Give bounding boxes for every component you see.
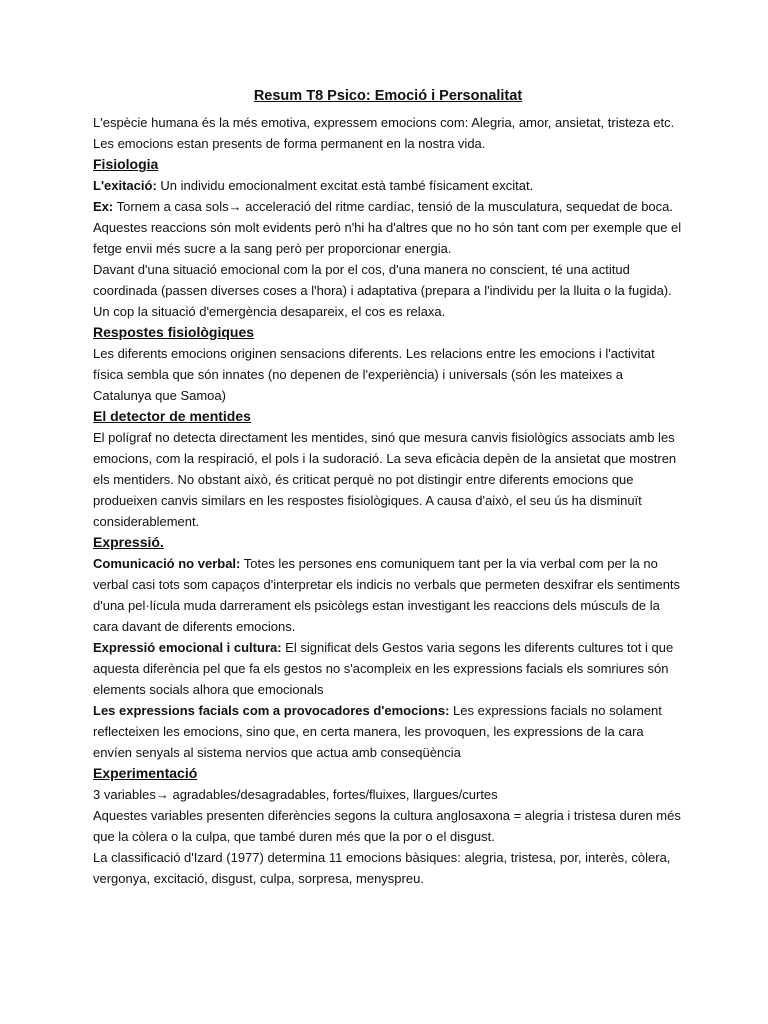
- example-label: Ex:: [93, 199, 114, 214]
- cultura-text: El significat dels Gestos varia segons les diferents cultures tot i que aquesta diferència pel que fa els gestos no s'acompleix en les expressions facials els somriures són elements socials alhora que emocionals: [93, 640, 674, 697]
- cultura-label: Expressió emocional i cultura:: [93, 640, 282, 655]
- paragraph-example: [93, 196, 683, 259]
- paragraph-respostes: Les diferents emocions originen sensacions diferents. Les relacions entre les emocions i l'activitat física sembla que són innates (no depenen de l'experiència) i universals (són les mateixes a Catalunya que Samoa): [93, 346, 655, 403]
- paragraph-detector: El polígraf no detecta directament les mentides, sinó que mesura canvis fisiològics associats amb les emocions, com la respiració, el pols i la sudoració. La seva eficàcia depèn de la ansietat que mostren els mentiders. No obstant això, és criticat perquè no pot distingir entre diferents emocions que produeixen canvis similars en les respostes fisiològiques. A causa d'això, el seu ús ha disminuït considerablement.: [93, 430, 677, 529]
- paragraph-comunicacio: [93, 553, 683, 637]
- example-text: Tornem a casa sols→ acceleració del ritme cardíac, tensió de la musculatura, sequedat de boca. Aquestes reaccions són molt evidents però n'hi ha d'altres que no ho són tant com per exemple que el fetge envii més sucre a la sang però per proporcionar energia.: [93, 199, 682, 256]
- intro-line-2: Les emocions estan presents de forma permanent en la nostra vida.: [93, 136, 486, 151]
- paragraph-cultura: [93, 637, 683, 700]
- intro-line-1: L'espècie humana és la més emotiva, expressem emocions com: Alegria, amor, ansietat, tristeza etc.: [93, 115, 675, 130]
- heading-detector: El detector de mentides: [93, 408, 251, 424]
- paragraph-provocadores: [93, 700, 683, 763]
- provocadores-label: Les expressions facials com a provocadores d'emocions:: [93, 703, 450, 718]
- comunicacio-text: Totes les persones ens comuniquem tant per la via verbal com per la no verbal casi tots som capaços d'interpretar els indicis no verbals que permeten desxifrar els sentiments d'una pel·lícula muda darrerament els psicòlegs estan investigant les reaccions dels músculs de la cara davant de diferents emocions.: [93, 556, 681, 634]
- comunicacio-label: Comunicació no verbal:: [93, 556, 241, 571]
- excitacio-text: Un individu emocionalment excitat està també físicament excitat.: [156, 178, 534, 193]
- paragraph-por: Davant d'una situació emocional com la por el cos, d'una manera no conscient, té una actitud coordinada (passen diverses coses a l'hora) i adaptativa (prepara a l'individu per la lluita o la fugida). Un cop la situació d'emergència desapareix, el cos es relaxa.: [93, 262, 672, 319]
- paragraph-izard: La classificació d'Izard (1977) determina 11 emocions bàsiques: alegria, tristesa, por, interès, còlera, vergonya, excitació, disgust, culpa, sorpresa, menyspreu.: [93, 850, 671, 886]
- heading-fisiologia: Fisiologia: [93, 156, 159, 172]
- paragraph-variables: 3 variables→ agradables/desagradables, fortes/fluixes, llargues/curtes: [93, 787, 498, 802]
- excitacio-label: L'exitació:: [93, 178, 157, 193]
- document-page: [93, 86, 683, 889]
- heading-experimentacio: Experimentació: [93, 765, 198, 781]
- heading-expressio: Expressió.: [93, 534, 164, 550]
- paragraph-cultura-anglosaxona: Aquestes variables presenten diferències segons la cultura anglosaxona = alegria i tristesa duren més que la còlera o la culpa, que també duren més que la por o el disgust.: [93, 808, 681, 844]
- page-title: Resum T8 Psico: Emoció i Personalitat: [253, 88, 523, 104]
- heading-respostes: Respostes fisiològiques: [93, 324, 255, 340]
- provocadores-text: Les expressions facials no solament reflecteixen les emocions, sino que, en certa manera, les provoquen, les expressions de la cara envíen senyals al sistema nervios que actua amb conseqüència: [93, 703, 662, 760]
- paragraph-excitacio: [93, 175, 683, 196]
